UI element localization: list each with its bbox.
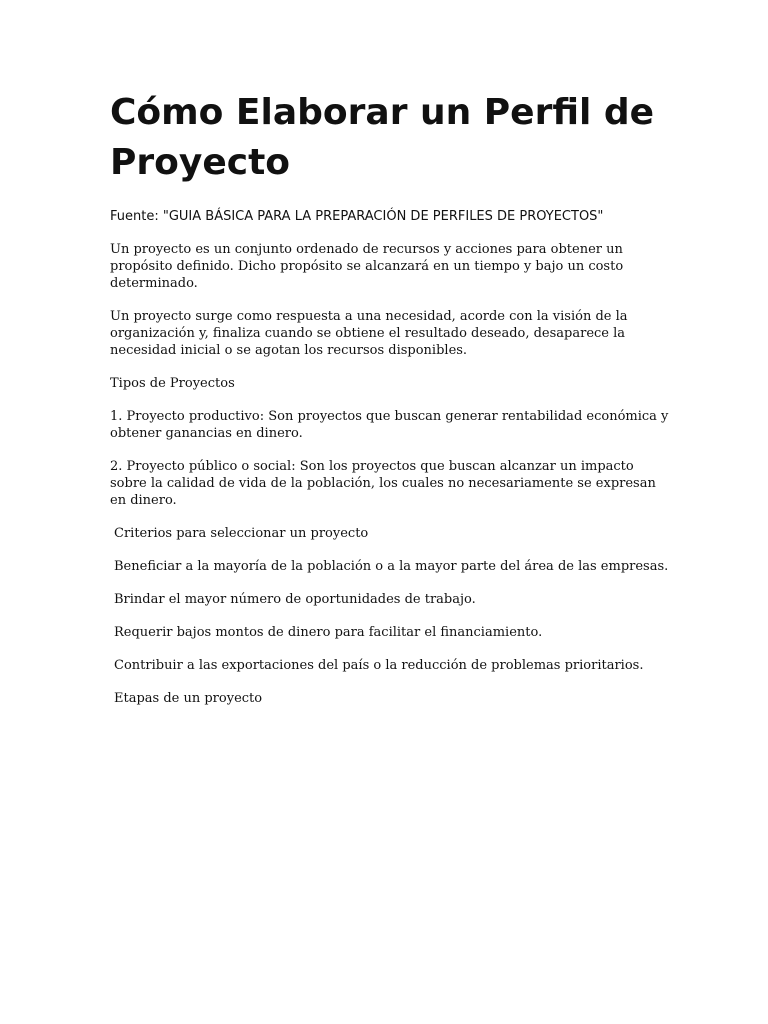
heading-project-stages: Etapas de un proyecto — [114, 691, 263, 706]
document-title: Cómo Elaborar un Perfil de Proyecto — [110, 92, 655, 183]
criterion-benefit-population: Beneficiar a la mayoría de la población o a la mayor parte del área de las empresas. — [114, 559, 669, 574]
criterion-employment: Brindar el mayor número de oportunidades de trabajo. — [114, 592, 476, 607]
criterion-exports: Contribuir a las exportaciones del país o la reducción de problemas prioritarios. — [114, 658, 644, 673]
paragraph-productive-project: 1. Proyecto productivo: Son proyectos que buscan generar rentabilidad económica y obtener ganancias en dinero. — [110, 409, 669, 441]
criterion-low-cost: Requerir bajos montos de dinero para facilitar el financiamiento. — [114, 625, 543, 640]
paragraph-social-project: 2. Proyecto público o social: Son los proyectos que buscan alcanzar un impacto sobre la calidad de vida de la población, los cuales no necesariamente se expresan en dinero. — [110, 459, 656, 508]
paragraph-definition: Un proyecto es un conjunto ordenado de recursos y acciones para obtener un propósito definido. Dicho propósito se alcanzará en un tiempo y bajo un costo determinado. — [110, 242, 624, 291]
paragraph-origin: Un proyecto surge como respuesta a una necesidad, acorde con la visión de la organización y, finaliza cuando se obtiene el resultado deseado, desaparece la necesidad inicial o se agotan los recursos disponibles. — [110, 309, 628, 358]
source-line: Fuente: "GUIA BÁSICA PARA LA PREPARACIÓN DE PERFILES DE PROYECTOS" — [110, 209, 604, 224]
heading-selection-criteria: Criterios para seleccionar un proyecto — [114, 526, 369, 541]
document-page — [110, 88, 670, 723]
heading-project-types: Tipos de Proyectos — [110, 376, 235, 391]
